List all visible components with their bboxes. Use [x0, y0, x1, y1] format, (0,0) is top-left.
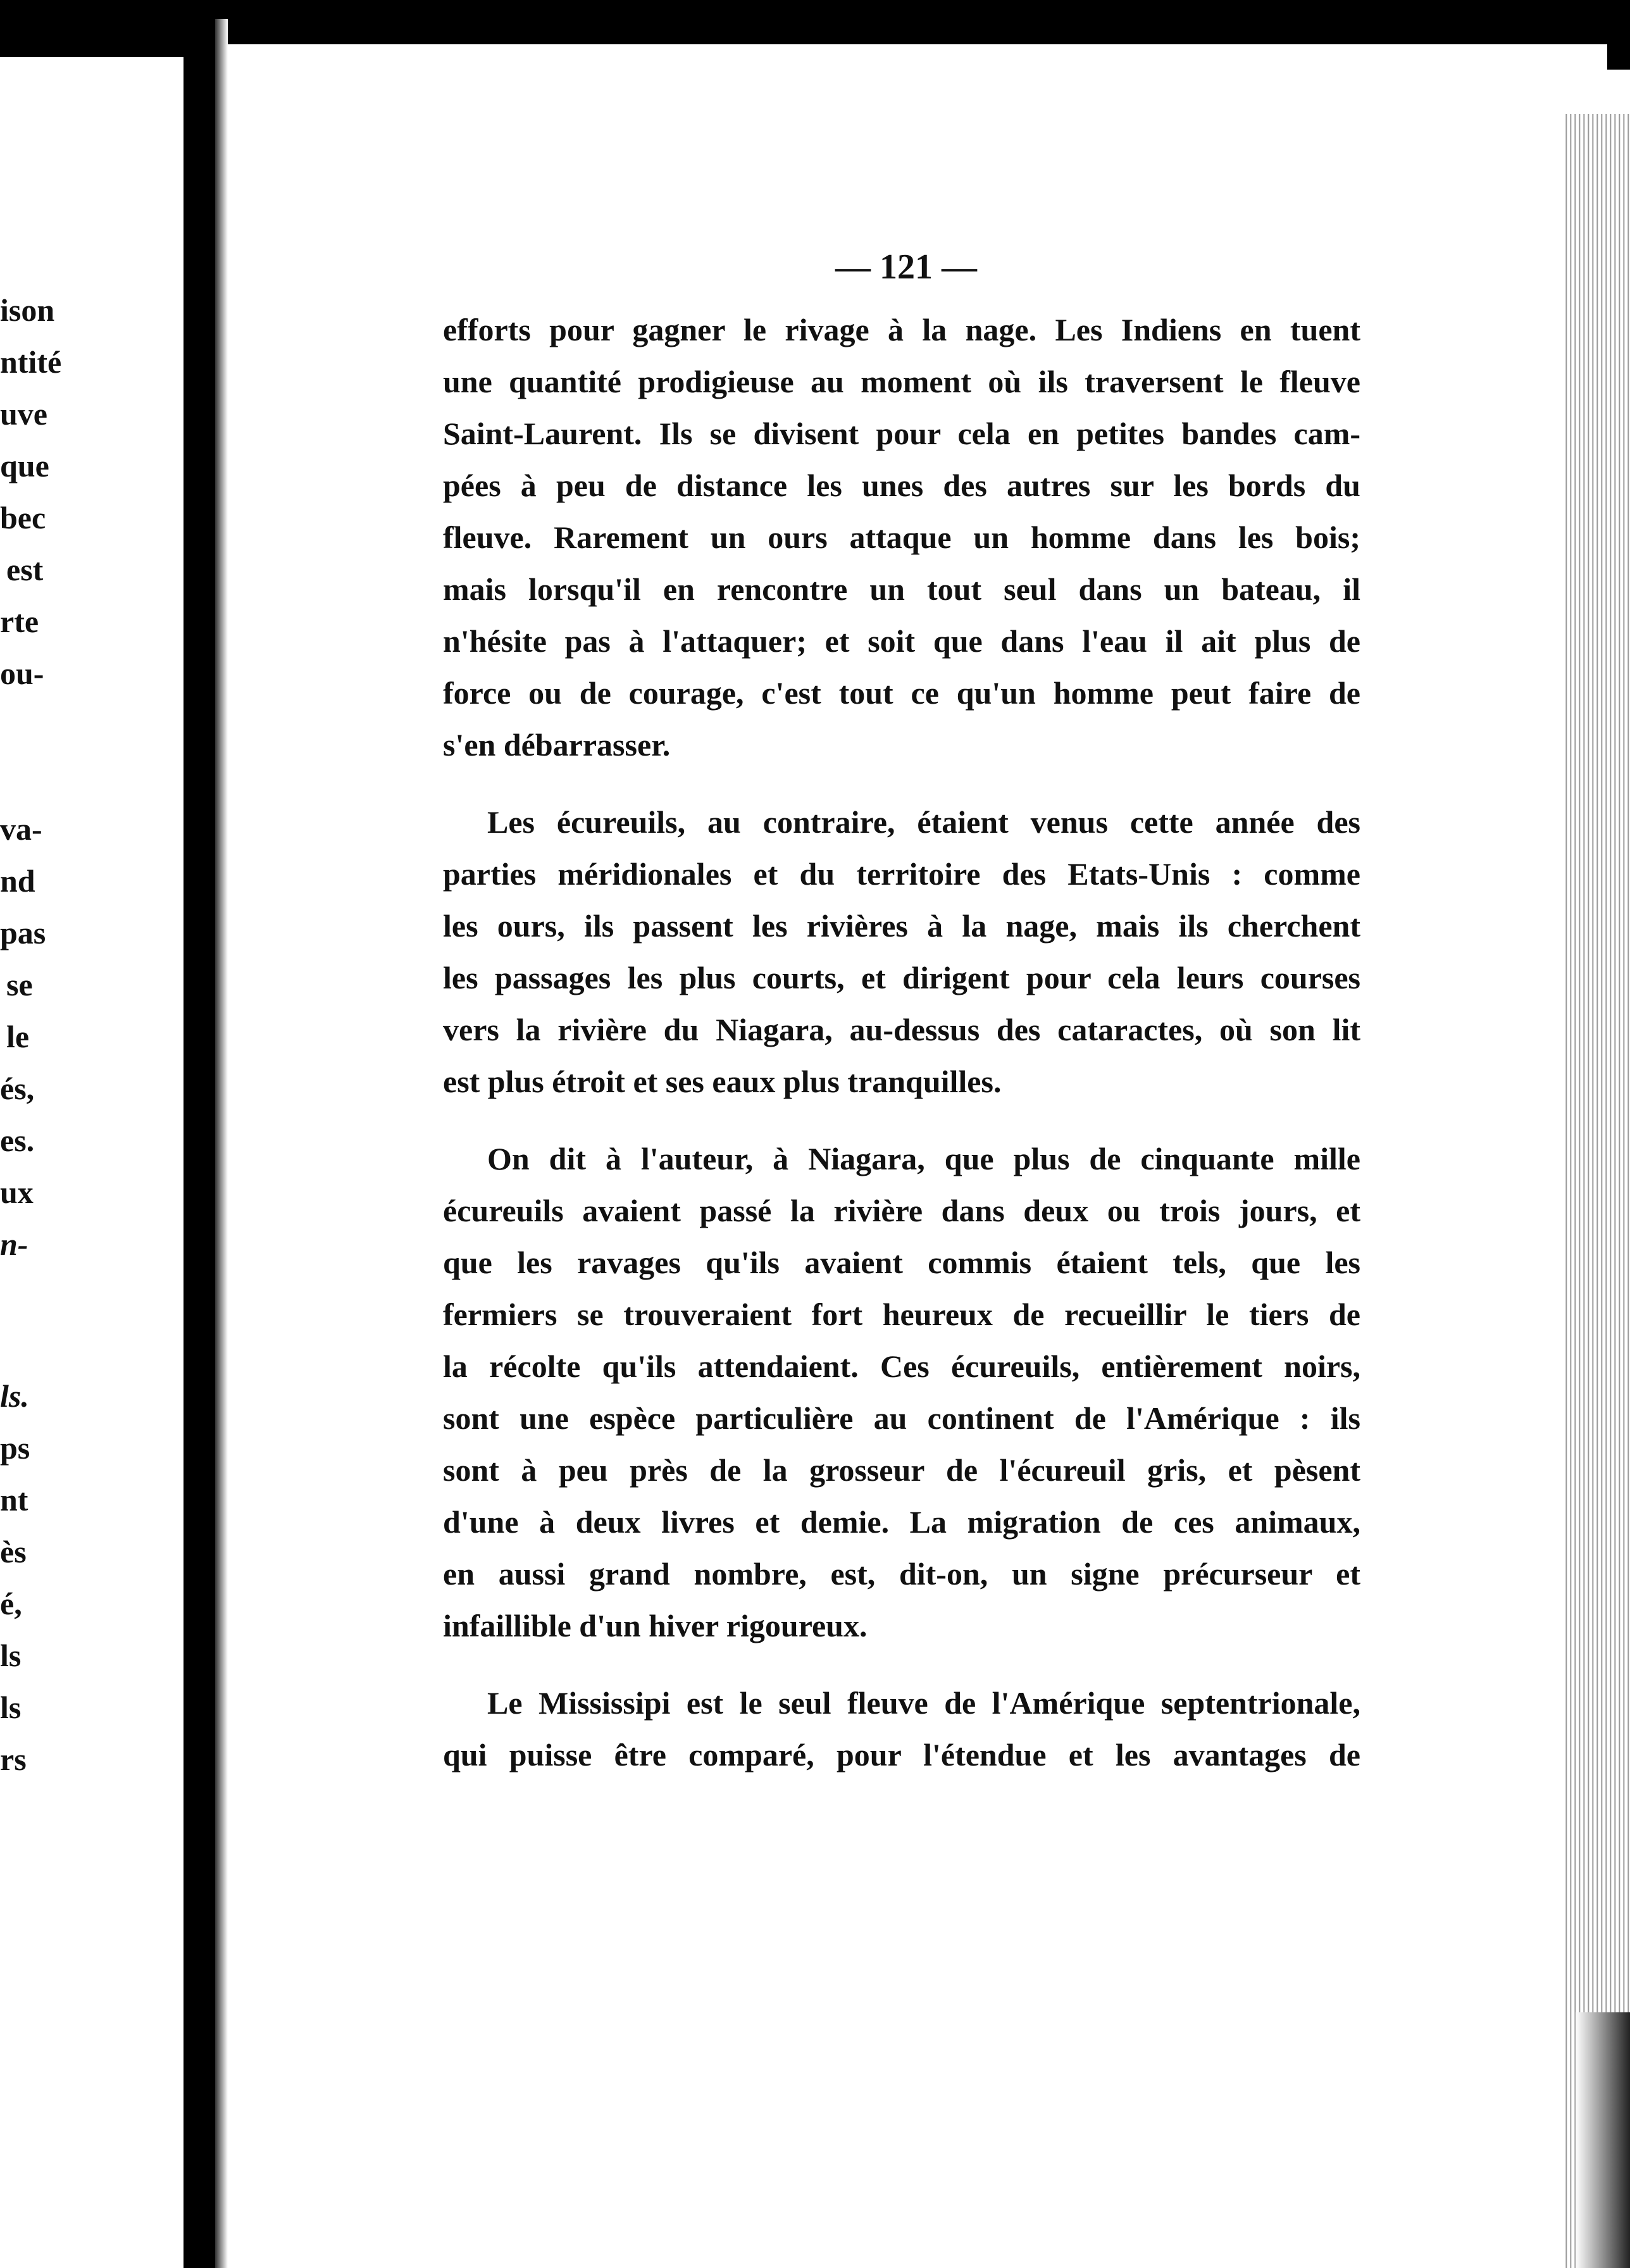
text-line: force ou de courage, c'est tout ce qu'un homme peut faire de: [443, 675, 1360, 711]
left-fragment: rs: [0, 1742, 27, 1777]
paragraph-3: [443, 1133, 1360, 1652]
page-edges-shadow: [1576, 2012, 1630, 2268]
left-fragment: es.: [0, 1123, 35, 1158]
page-body: [443, 304, 1360, 1806]
paragraph-1: [443, 304, 1360, 771]
paragraph-2: [443, 796, 1360, 1107]
gutter-shadow: [215, 19, 228, 2268]
text-line: d'une à deux livres et demie. La migration de ces animaux,: [443, 1504, 1360, 1540]
page-number: — 121 —: [835, 247, 977, 287]
text-line: écureuils avaient passé la rivière dans deux ou trois jours, et: [443, 1193, 1360, 1228]
left-fragment: bec: [0, 500, 46, 535]
text-line: fleuve. Rarement un ours attaque un homme dans les bois;: [443, 520, 1360, 555]
left-fragment: ux: [0, 1174, 34, 1210]
text-line: Le Mississipi est le seul fleuve de l'Amérique septentrionale,: [487, 1685, 1360, 1721]
text-line: Les écureuils, au contraire, étaient venus cette année des: [487, 804, 1360, 840]
book-gutter: [184, 19, 215, 2268]
left-fragment: ls.: [0, 1378, 29, 1414]
text-line: qui puisse être comparé, pour l'étendue et les avantages de: [443, 1737, 1360, 1773]
text-line: en aussi grand nombre, est, dit-on, un signe précurseur et: [443, 1556, 1360, 1592]
text-line: une quantité prodigieuse au moment où ils traversent le fleuve: [443, 364, 1360, 399]
page-edges: [1563, 114, 1630, 2268]
text-line: s'en débarrasser.: [443, 727, 671, 763]
left-fragment: est: [6, 552, 44, 587]
text-line: n'hésite pas à l'attaquer; et soit que dans l'eau il ait plus de: [443, 623, 1360, 659]
left-fragment: ou-: [0, 656, 44, 691]
text-line: les passages les plus courts, et dirigent pour cela leurs courses: [443, 960, 1360, 995]
text-line: fermiers se trouveraient fort heureux de recueillir le tiers de: [443, 1297, 1360, 1332]
text-line: parties méridionales et du territoire des Etats-Unis : comme: [443, 856, 1360, 892]
left-fragment: ison: [0, 292, 55, 328]
left-fragment: uve: [0, 396, 47, 432]
left-fragment: nt: [0, 1482, 28, 1517]
text-line: vers la rivière du Niagara, au-dessus des cataractes, où son lit: [443, 1012, 1360, 1047]
left-fragment: é,: [0, 1586, 22, 1621]
left-fragment: que: [0, 448, 49, 483]
text-line: sont une espèce particulière au continent de l'Amérique : ils: [443, 1400, 1360, 1436]
text-line: mais lorsqu'il en rencontre un tout seul dans un bateau, il: [443, 571, 1360, 607]
left-fragment: va-: [0, 811, 42, 847]
left-fragment: ntité: [0, 344, 62, 380]
paragraph-4: [443, 1677, 1360, 1781]
text-line: les ours, ils passent les rivières à la nage, mais ils cherchent: [443, 908, 1360, 944]
text-line: infaillible d'un hiver rigoureux.: [443, 1608, 868, 1643]
left-fragment: rte: [0, 604, 39, 639]
left-fragment: ls: [0, 1690, 22, 1725]
left-fragment: ps: [0, 1430, 30, 1466]
left-fragment: se: [6, 967, 33, 1002]
text-line: pées à peu de distance les unes des autres sur les bords du: [443, 468, 1360, 503]
text-line: sont à peu près de la grosseur de l'écureuil gris, et pèsent: [443, 1452, 1360, 1488]
left-fragment: le: [6, 1019, 30, 1054]
text-line: efforts pour gagner le rivage à la nage. Les Indiens en tuent: [443, 312, 1360, 347]
text-line: que les ravages qu'ils avaient commis étaient tels, que les: [443, 1245, 1360, 1280]
left-fragment: pas: [0, 915, 46, 950]
text-line: Saint-Laurent. Ils se divisent pour cela en petites bandes cam-: [443, 416, 1360, 451]
left-fragment: ls: [0, 1638, 22, 1673]
left-fragment: n-: [0, 1226, 28, 1262]
left-fragment: és,: [0, 1071, 35, 1106]
left-fragment: nd: [0, 863, 35, 899]
text-line: la récolte qu'ils attendaient. Ces écureuils, entièrement noirs,: [443, 1349, 1360, 1384]
left-fragment: ès: [0, 1534, 27, 1569]
text-line: On dit à l'auteur, à Niagara, que plus de cinquante mille: [487, 1141, 1360, 1176]
text-line: est plus étroit et ses eaux plus tranquilles.: [443, 1064, 1002, 1099]
